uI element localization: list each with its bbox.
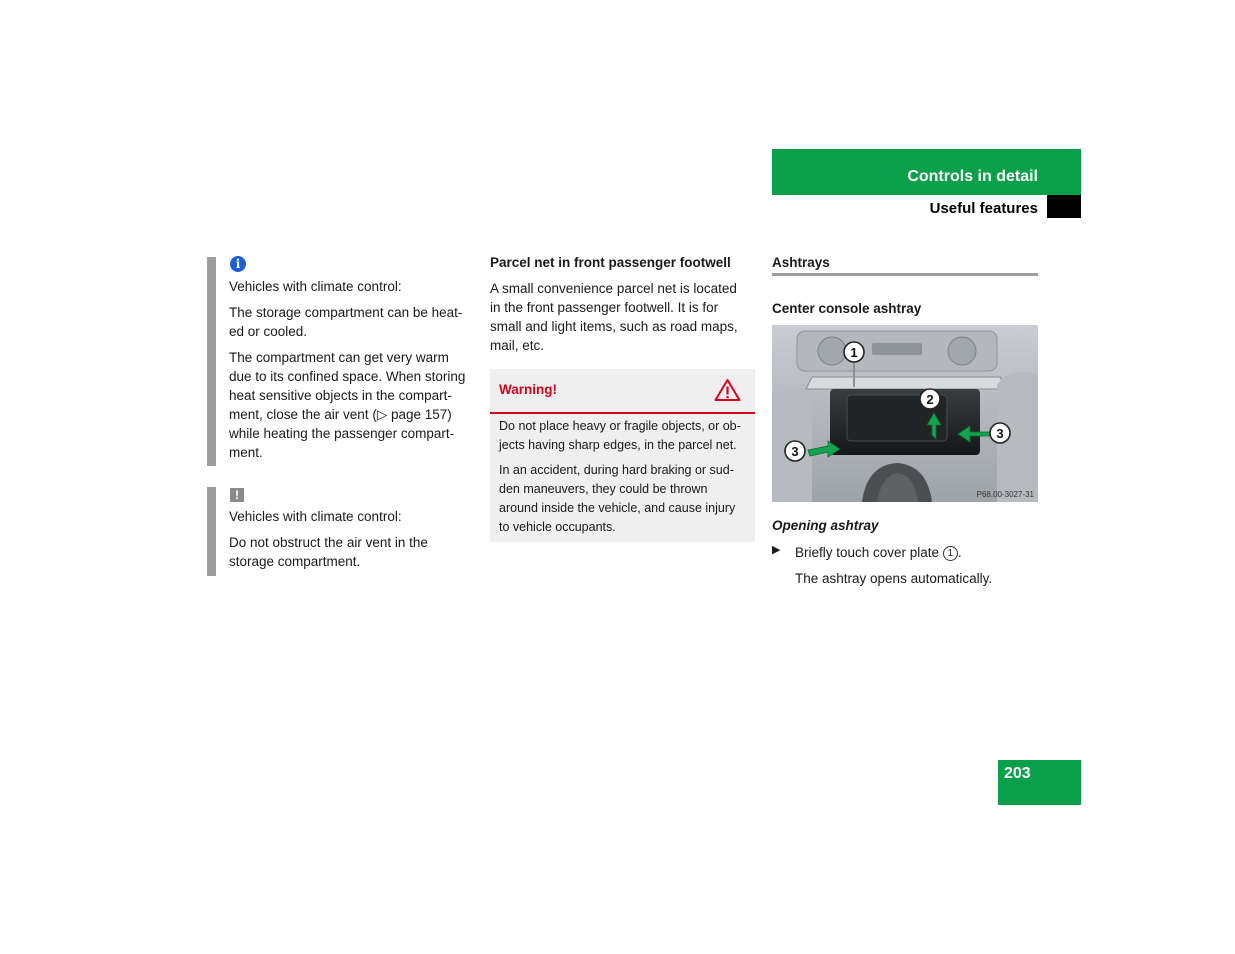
subsection-title: Useful features bbox=[929, 200, 1038, 217]
caution-note bbox=[229, 507, 475, 578]
page-number: 203 bbox=[1004, 765, 1031, 782]
photo-code: P68.00-3027-31 bbox=[976, 490, 1034, 499]
caution-note-bar bbox=[207, 487, 216, 576]
opening-ashtray-title: Opening ashtray bbox=[772, 518, 879, 533]
warning-text-2: In an accident, during hard braking or sud- den maneuvers, they could be thrown around inside the vehicle, and cause injury to vehicle occupants. bbox=[499, 463, 736, 534]
warning-text-1: Do not place heavy or fragile objects, or ob- jects having sharp edges, in the parcel net. bbox=[499, 419, 741, 452]
ashtrays-heading: Ashtrays bbox=[772, 255, 830, 270]
info-note-bar bbox=[207, 257, 216, 466]
exclamation-icon: ! bbox=[230, 488, 244, 502]
caution-text-2: Do not obstruct the air vent in the storage compartment. bbox=[229, 535, 428, 569]
section-title: Controls in detail bbox=[907, 168, 1038, 185]
parcel-text: A small convenience parcel net is located in the front passenger footwell. It is for small and light items, such as road maps, mail, etc. bbox=[490, 281, 738, 353]
parcel-heading: Parcel net in front passenger footwell bbox=[490, 255, 731, 270]
info-text-3: The compartment can get very warm due to its confined space. When storing heat sensitive objects in the compart- ment, close the air vent (▷ page 157) while heating the passenger compart- ment. bbox=[229, 350, 466, 460]
result-text: The ashtray opens automatically. bbox=[795, 571, 993, 586]
step-ref-circle: 1 bbox=[943, 546, 958, 561]
callout-3-left-label: 3 bbox=[791, 444, 799, 459]
step-text: Briefly touch cover plate 1 . bbox=[795, 545, 962, 560]
caution-text-1: Vehicles with climate control: bbox=[229, 509, 402, 524]
bullet-arrow-icon: ▶ bbox=[772, 544, 781, 556]
ashtray-photo bbox=[772, 325, 1038, 502]
warning-triangle-icon bbox=[714, 378, 741, 402]
callout-3-right-label: 3 bbox=[996, 426, 1004, 441]
callout-2-label: 2 bbox=[926, 392, 934, 407]
heading-rule bbox=[772, 273, 1038, 276]
warning-title: Warning! bbox=[499, 382, 557, 397]
info-icon: i bbox=[230, 256, 246, 272]
info-note bbox=[229, 277, 475, 469]
callout-1-label: 1 bbox=[850, 345, 858, 360]
info-text-2: The storage compartment can be heat- ed or cooled. bbox=[229, 305, 463, 339]
info-text-1: Vehicles with climate control: bbox=[229, 279, 402, 294]
header-marker bbox=[1047, 195, 1081, 218]
ashtray-subheading: Center console ashtray bbox=[772, 301, 922, 316]
